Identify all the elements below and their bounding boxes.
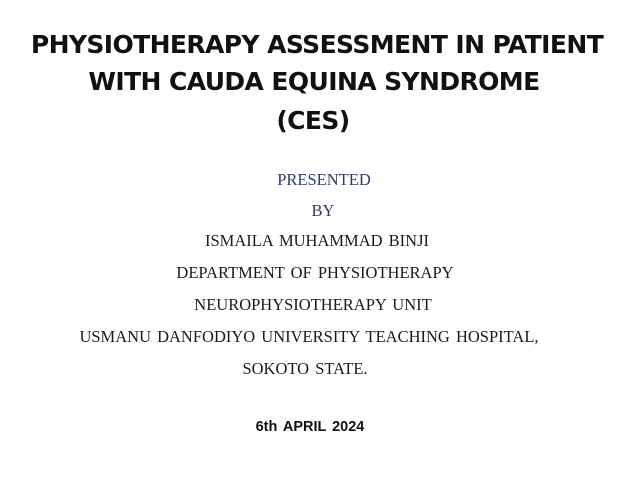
by-label: BY	[311, 201, 335, 220]
slide-title-line-1: PHYSIOTHERAPY ASSESSMENT IN PATIENT	[30, 30, 604, 59]
slide-title-line-2: WITH CAUDA EQUINA SYNDROME	[88, 67, 540, 96]
presentation-date: 6th APRIL 2024	[255, 419, 365, 435]
department-name: DEPARTMENT OF PHYSIOTHERAPY	[176, 263, 454, 282]
presented-label: PRESENTED	[277, 170, 371, 189]
presentation-date-row	[0, 418, 638, 436]
slide-title-line-3: (CES)	[276, 106, 350, 135]
presenter-name: ISMAILA MUHAMMAD BINJI	[204, 231, 429, 250]
hospital-name: USMANU DANFODIYO UNIVERSITY TEACHING HOSPITAL,	[79, 327, 539, 346]
state-name: SOKOTO STATE.	[242, 359, 368, 378]
unit-name: NEUROPHYSIOTHERAPY UNIT	[194, 295, 432, 314]
